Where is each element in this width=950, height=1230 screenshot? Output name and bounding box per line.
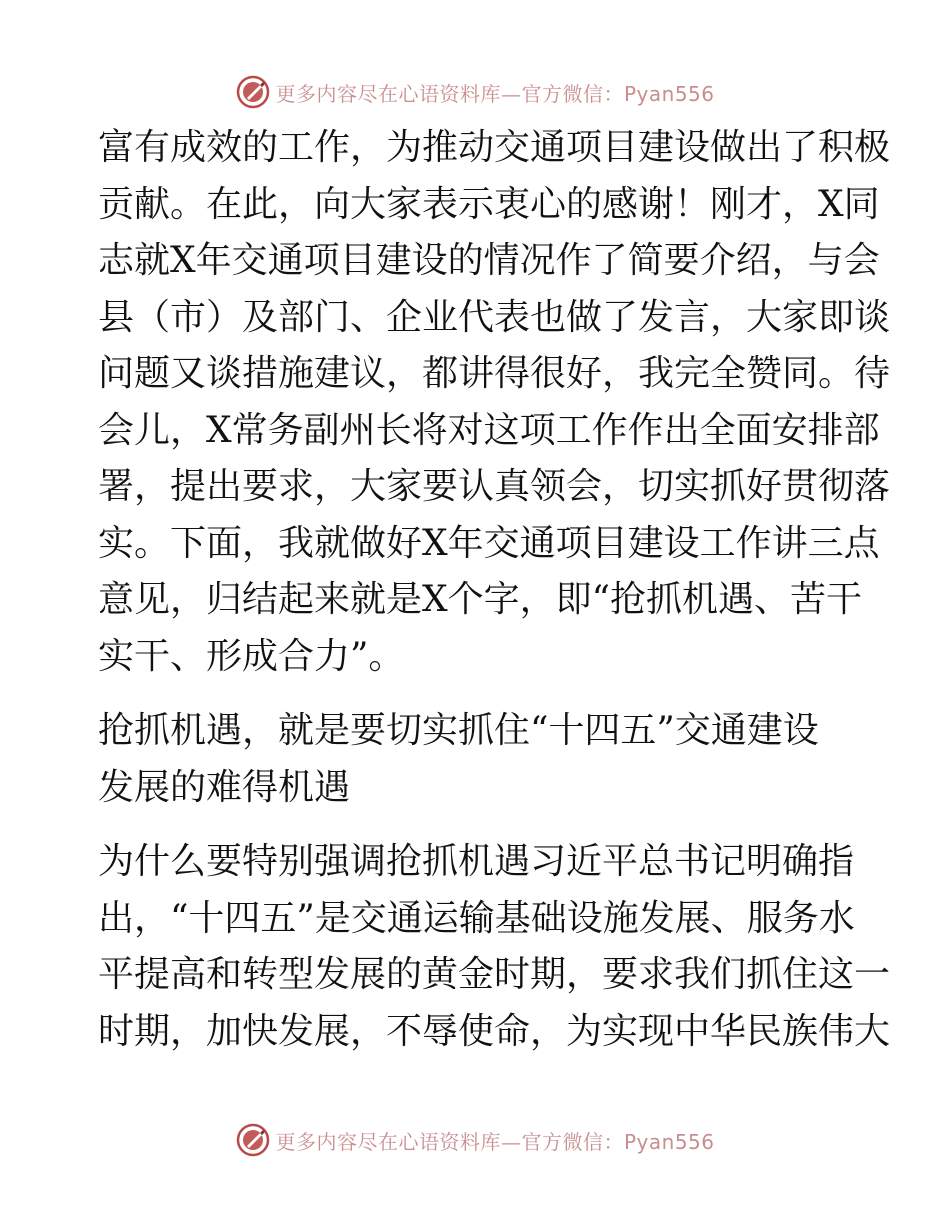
text-line: 实。下面，我就做好X年交通项目建设工作讲三点 <box>98 522 880 564</box>
footer-watermark <box>0 1120 950 1160</box>
watermark-text: 更多内容尽在心语资料库—官方微信：Pyan556 <box>275 1129 715 1154</box>
text-line: 意见，归结起来就是X个字，即“抢抓机遇、苦干 <box>98 579 863 620</box>
paragraph-opportunity <box>98 834 891 1060</box>
text-line: 时期，加快发展，不辱使命，为实现中华民族伟大 <box>98 1010 891 1052</box>
text-line: 会儿，X常务副州长将对这项工作作出全面安排部 <box>98 409 880 451</box>
text-line: 发展的难得机遇 <box>98 766 351 808</box>
text-line: 问题又谈措施建议，都讲得很好，我完全赞同。待 <box>98 353 891 394</box>
section-heading <box>98 703 854 816</box>
text-line: 平提高和转型发展的黄金时期，要求我们抓住这一 <box>98 954 891 995</box>
paragraph-intro <box>98 120 891 685</box>
text-line: 富有成效的工作，为推动交通项目建设做出了积极 <box>98 127 891 168</box>
text-line: 县（市）及部门、企业代表也做了发言，大家即谈 <box>98 296 891 338</box>
seal-logo-icon <box>235 1122 271 1158</box>
seal-logo-icon <box>235 74 271 110</box>
watermark-text: 更多内容尽在心语资料库—官方微信：Pyan556 <box>275 81 715 106</box>
text-line: 为什么要特别强调抢抓机遇习近平总书记明确指 <box>98 841 855 882</box>
text-line: 志就X年交通项目建设的情况作了简要介绍，与会 <box>98 240 880 281</box>
text-line: 署，提出要求，大家要认真领会，切实抓好贯彻落 <box>98 466 891 507</box>
text-line: 抢抓机遇，就是要切实抓住“十四五”交通建设 <box>98 710 819 751</box>
header-watermark <box>0 72 950 112</box>
document-body <box>98 120 891 1060</box>
text-line: 实干、形成合力”。 <box>98 635 405 677</box>
text-line: 贡献。在此，向大家表示衷心的感谢！刚才，X同 <box>98 183 880 225</box>
text-line: 出，“十四五”是交通运输基础设施发展、服务水 <box>98 897 855 939</box>
